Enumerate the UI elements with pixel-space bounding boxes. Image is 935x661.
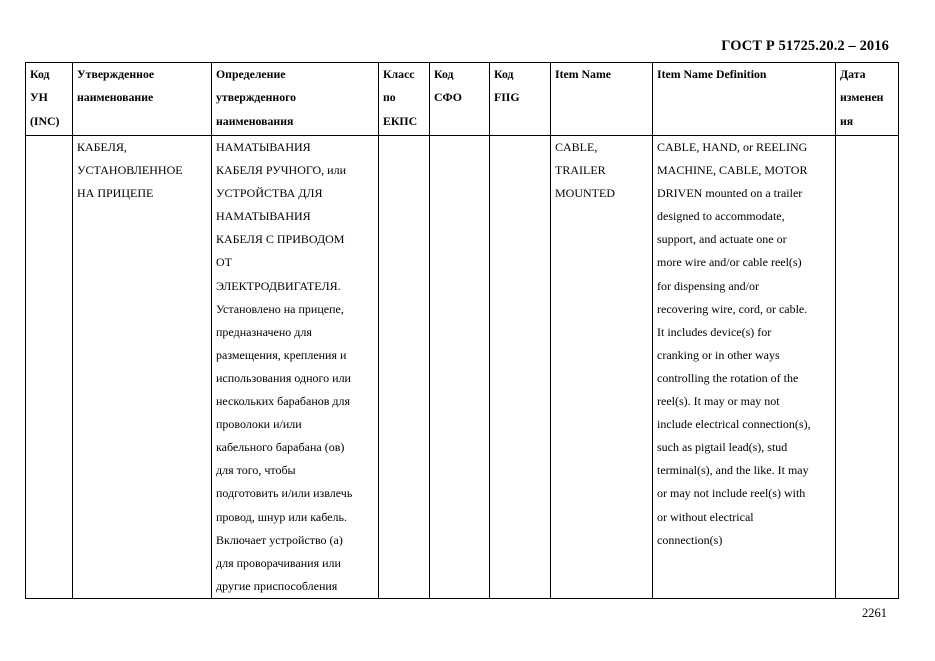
- header-definition: [212, 63, 379, 136]
- cell-line: провод, шнур или кабель.: [216, 509, 347, 524]
- header-line: FIIG: [494, 90, 520, 105]
- cell-line: КАБЕЛЯ,: [77, 140, 127, 154]
- header-line: утвержденного: [216, 90, 297, 105]
- header-line: по: [383, 90, 396, 105]
- header-line: СФО: [434, 90, 462, 105]
- header-line: наименования: [216, 113, 294, 128]
- header-line: (INC): [30, 113, 60, 128]
- document-code: ГОСТ Р 51725.20.2 – 2016: [721, 38, 889, 54]
- header-approved-name: [73, 63, 212, 136]
- cell-line: размещения, крепления и: [216, 347, 347, 362]
- cell-line: reel(s). It may or may not: [657, 394, 780, 409]
- cell-line: использования одного или: [216, 370, 351, 385]
- header-date: [836, 63, 899, 136]
- header-line: наименование: [77, 90, 154, 105]
- cell-line: designed to accommodate,: [657, 209, 785, 224]
- cell-line: УСТРОЙСТВА ДЛЯ: [216, 186, 323, 201]
- cell-line: support, and actuate one or: [657, 232, 787, 247]
- header-line: ия: [840, 113, 854, 128]
- cell-line: Включает устройство (а): [216, 532, 343, 547]
- cell-line: cranking or in other ways: [657, 347, 780, 362]
- header-item-name-definition: [653, 63, 836, 136]
- cell-line: include electrical connection(s),: [657, 417, 811, 432]
- cell-line: ЭЛЕКТРОДВИГАТЕЛЯ.: [216, 278, 341, 293]
- header-line: Код: [434, 67, 454, 81]
- cell-line: terminal(s), and the like. It may: [657, 463, 809, 478]
- cell-line: другие приспособления: [216, 578, 338, 593]
- cell-line: УСТАНОВЛЕННОЕ: [77, 163, 183, 178]
- cell-line: CABLE, HAND, or REELING: [657, 140, 808, 154]
- cell-line: НА ПРИЦЕПЕ: [77, 186, 154, 201]
- page-number: 2261: [862, 606, 887, 620]
- cell-line: more wire and/or cable reel(s): [657, 255, 802, 270]
- cell-line: проволоки и/или: [216, 417, 302, 432]
- cell-line: DRIVEN mounted on a trailer: [657, 186, 803, 201]
- header-line: изменен: [840, 90, 884, 105]
- table-row: [26, 136, 899, 599]
- cell-approved-name: [73, 136, 212, 599]
- cell-fiig: [490, 136, 551, 599]
- cell-line: or may not include reel(s) with: [657, 486, 806, 501]
- header-line: ЕКПС: [383, 113, 418, 128]
- table-header-row: [26, 63, 899, 136]
- header-line: Определение: [216, 67, 286, 81]
- header-sfo: [430, 63, 490, 136]
- cell-class: [379, 136, 430, 599]
- cell-line: TRAILER: [555, 163, 606, 178]
- cell-inc: [26, 136, 73, 599]
- header-item-name: [551, 63, 653, 136]
- header-line: УН: [30, 90, 48, 105]
- header-inc: [26, 63, 73, 136]
- cell-line: НАМАТЫВАНИЯ: [216, 140, 311, 154]
- cell-line: such as pigtail lead(s), stud: [657, 440, 788, 455]
- cell-line: It includes device(s) for: [657, 324, 772, 339]
- header-class: [379, 63, 430, 136]
- cell-line: НАМАТЫВАНИЯ: [216, 209, 311, 224]
- cell-line: для проворачивания или: [216, 555, 341, 570]
- cell-line: controlling the rotation of the: [657, 370, 799, 385]
- cell-item-name: [551, 136, 653, 599]
- header-line: Код: [494, 67, 514, 81]
- cell-line: for dispensing and/or: [657, 278, 759, 293]
- cell-line: Установлено на прицепе,: [216, 301, 344, 316]
- cell-date: [836, 136, 899, 599]
- cell-item-name-definition: [653, 136, 836, 599]
- header-line: Item Name: [555, 67, 612, 81]
- cell-line: ОТ: [216, 255, 232, 270]
- cell-line: MOUNTED: [555, 186, 615, 201]
- cell-line: MACHINE, CABLE, MOTOR: [657, 163, 808, 178]
- cell-line: КАБЕЛЯ РУЧНОГО, или: [216, 163, 347, 178]
- cell-line: КАБЕЛЯ С ПРИВОДОМ: [216, 232, 345, 247]
- header-line: Код: [30, 67, 50, 81]
- cell-line: подготовить и/или извлечь: [216, 486, 353, 501]
- cell-sfo: [430, 136, 490, 599]
- cell-definition: [212, 136, 379, 599]
- cell-line: кабельного барабана (ов): [216, 440, 345, 455]
- cell-line: нескольких барабанов для: [216, 394, 351, 409]
- catalog-table: [25, 62, 899, 599]
- cell-line: recovering wire, cord, or cable.: [657, 301, 808, 316]
- cell-line: для того, чтобы: [216, 463, 296, 478]
- cell-line: connection(s): [657, 532, 723, 547]
- cell-line: or without electrical: [657, 509, 754, 524]
- header-line: Утвержденное: [77, 67, 155, 81]
- cell-line: CABLE,: [555, 140, 598, 154]
- header-fiig: [490, 63, 551, 136]
- header-line: Класс: [383, 67, 415, 81]
- header-line: Item Name Definition: [657, 67, 767, 81]
- header-line: Дата: [840, 67, 866, 81]
- cell-line: предназначено для: [216, 324, 312, 339]
